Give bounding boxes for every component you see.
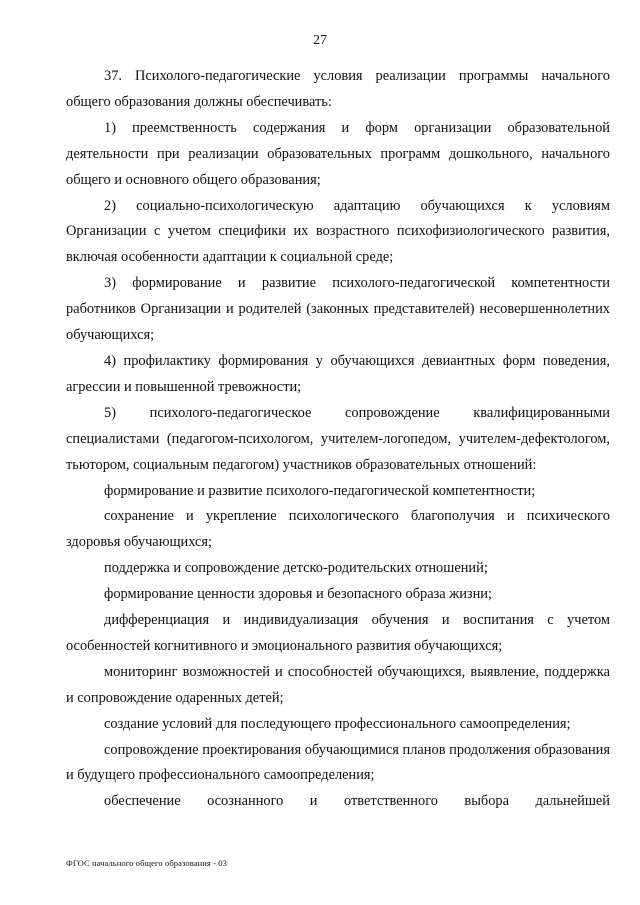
document-footer: ФГОС начального общего образования - 03 <box>66 858 227 868</box>
sub-item-planning-support: сопровождение проектирования обучающимися планов продолжения образования и будущего профессионального самоопределения; <box>66 741 610 784</box>
paragraph-item-4: 4) профилактику формирования у обучающихся девиантных форм поведения, агрессии и повышенной тревожности; <box>66 352 610 395</box>
sub-item-healthy-lifestyle: формирование ценности здоровья и безопасного образа жизни; <box>104 586 492 603</box>
document-body <box>66 64 610 815</box>
page-number: 27 <box>313 33 327 48</box>
sub-item-differentiation: дифференциация и индивидуализация обучения и воспитания с учетом особенностей когнитивного и эмоционального развития обучающихся; <box>66 612 610 654</box>
sub-item-wellbeing: сохранение и укрепление психологического благополучия и психического здоровья обучающихся; <box>66 508 610 551</box>
sub-item-parent-relations: поддержка и сопровождение детско-родительских отношений; <box>104 560 488 577</box>
sub-item-competence: формирование и развитие психолого-педагогической компетентности; <box>104 482 536 499</box>
paragraph-item-2: 2) социально-психологическую адаптацию обучающихся к условиям Организации с учетом специфики их возрастного психофизиологического развития, включая особенности адаптации к социальной среде; <box>66 197 610 266</box>
sub-item-monitoring: мониторинг возможностей и способностей обучающихся, выявление, поддержка и сопровождение одаренных детей; <box>66 663 610 706</box>
sub-item-self-determination: создание условий для последующего профессионального самоопределения; <box>104 715 571 732</box>
paragraph-37: 37. Психолого-педагогические условия реализации программы начального общего образования должны обеспечивать: <box>66 68 610 110</box>
sub-item-informed-choice: обеспечение осознанного и ответственного выбора дальнейшей <box>104 793 610 810</box>
paragraph-item-5: 5) психолого-педагогическое сопровождение квалифицированными специалистами (педагогом-психологом, учителем-логопедом, учителем-дефектологом, тьютором, социальным педагогом) участников образовательных отношений: <box>66 404 610 473</box>
paragraph-item-3: 3) формирование и развитие психолого-педагогической компетентности работников Организации и родителей (законных представителей) несовершеннолетних обучающихся; <box>66 275 610 344</box>
paragraph-item-1: 1) преемственность содержания и форм организации образовательной деятельности при реализации образовательных программ дошкольного, начального общего и основного общего образования; <box>66 119 610 188</box>
